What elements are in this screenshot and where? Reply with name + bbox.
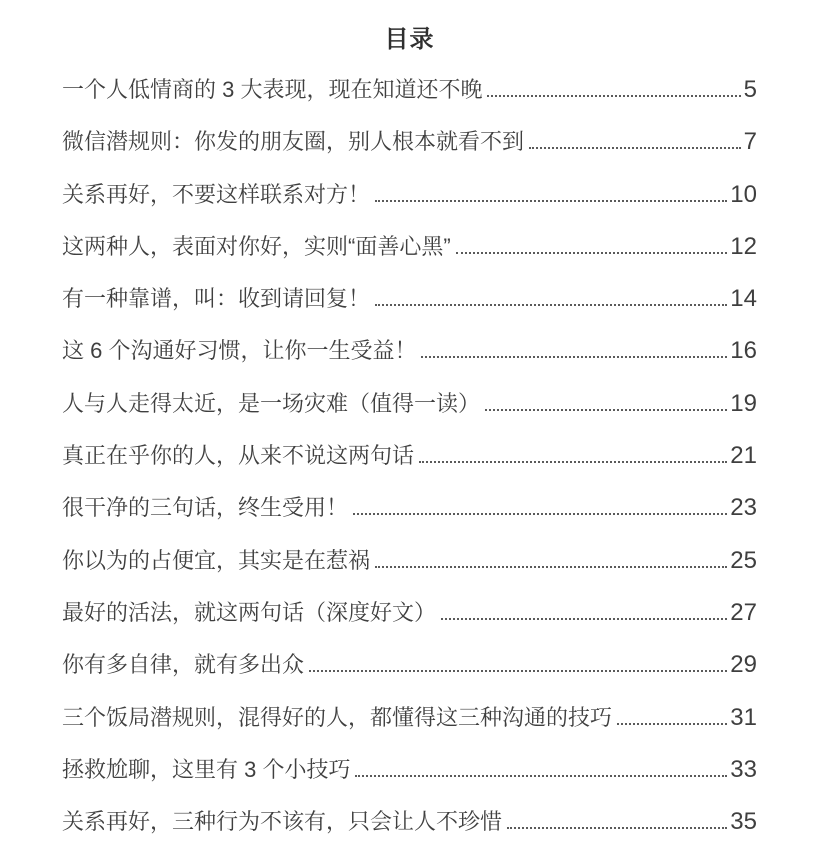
toc-entry-title: 人与人走得太近，是一场灾难（值得一读） — [62, 390, 481, 416]
toc-entry[interactable] — [62, 116, 757, 168]
toc-dot-leader — [375, 563, 727, 568]
toc-dot-leader — [419, 458, 727, 463]
toc-entry-page: 25 — [730, 546, 757, 574]
toc-dot-leader — [375, 197, 727, 202]
toc-dot-leader — [485, 406, 727, 411]
toc-entry[interactable] — [62, 325, 757, 377]
toc-entry-page: 12 — [730, 232, 757, 260]
toc-entry[interactable] — [62, 535, 757, 587]
toc-entry-title: 微信潜规则：你发的朋友圈，别人根本就看不到 — [62, 129, 525, 155]
toc-entry-title: 这两种人，表面对你好，实则“面善心黑” — [62, 233, 451, 259]
toc-entry[interactable] — [62, 692, 757, 744]
toc-entry-title: 一个人低情商的 3 大表现，现在知道还不晚 — [62, 77, 483, 102]
toc-dot-leader — [441, 615, 727, 620]
page-title: 目录 — [384, 26, 435, 53]
toc-entry[interactable] — [62, 64, 757, 116]
toc-entry-title: 拯救尬聊，这里有 3 个小技巧 — [62, 756, 351, 782]
toc-dot-leader — [456, 249, 728, 254]
toc-entry-page: 35 — [730, 808, 757, 836]
toc-entry-title: 关系再好，三种行为不该有，只会让人不珍惜 — [62, 809, 503, 835]
toc-entry-page: 23 — [730, 494, 757, 522]
toc-entry-title: 你有多自律，就有多出众 — [62, 652, 305, 678]
toc-entry-title: 有一种靠谱，叫：收到请回复！ — [62, 286, 371, 312]
toc-entry-title: 最好的活法，就这两句话（深度好文） — [62, 599, 437, 625]
toc-dot-leader — [421, 353, 727, 358]
toc-entry-title: 很干净的三句话，终生受用！ — [62, 495, 349, 521]
toc-entry-page: 19 — [730, 389, 757, 417]
toc-entry-page: 21 — [730, 442, 757, 470]
toc-entry[interactable] — [62, 378, 757, 430]
toc-dot-leader — [355, 772, 727, 777]
toc-dot-leader — [617, 720, 727, 725]
toc-entry-page: 14 — [730, 285, 757, 313]
toc-entry-title: 三个饭局潜规则，混得好的人，都懂得这三种沟通的技巧 — [62, 704, 613, 730]
toc-entry-page: 10 — [730, 180, 757, 208]
toc-entry-title: 你以为的占便宜，其实是在惹祸 — [62, 547, 371, 573]
toc-entry[interactable] — [62, 273, 757, 325]
toc-entry[interactable] — [62, 221, 757, 273]
toc-list — [62, 64, 757, 848]
toc-entry-page: 27 — [730, 598, 757, 626]
toc-entry-page: 29 — [730, 651, 757, 679]
toc-entry[interactable] — [62, 169, 757, 221]
toc-entry[interactable] — [62, 744, 757, 796]
toc-entry-title: 关系再好，不要这样联系对方！ — [62, 181, 371, 207]
toc-entry[interactable] — [62, 587, 757, 639]
toc-dot-leader — [507, 824, 727, 829]
toc-dot-leader — [375, 301, 727, 306]
toc-dot-leader — [529, 144, 741, 149]
toc-entry[interactable] — [62, 796, 757, 848]
toc-entry-title: 真正在乎你的人，从来不说这两句话 — [62, 443, 415, 469]
toc-entry[interactable] — [62, 639, 757, 691]
toc-entry-page: 33 — [730, 755, 757, 783]
toc-entry[interactable] — [62, 482, 757, 534]
toc-dot-leader — [353, 510, 727, 515]
toc-entry-page: 5 — [743, 76, 757, 103]
toc-dot-leader — [487, 92, 740, 97]
toc-entry-page: 16 — [730, 337, 757, 365]
toc-entry[interactable] — [62, 430, 757, 482]
toc-entry-title: 这 6 个沟通好习惯，让你一生受益！ — [62, 338, 417, 364]
toc-entry-page: 7 — [743, 128, 757, 156]
toc-dot-leader — [309, 667, 727, 672]
toc-entry-page: 31 — [730, 703, 757, 731]
